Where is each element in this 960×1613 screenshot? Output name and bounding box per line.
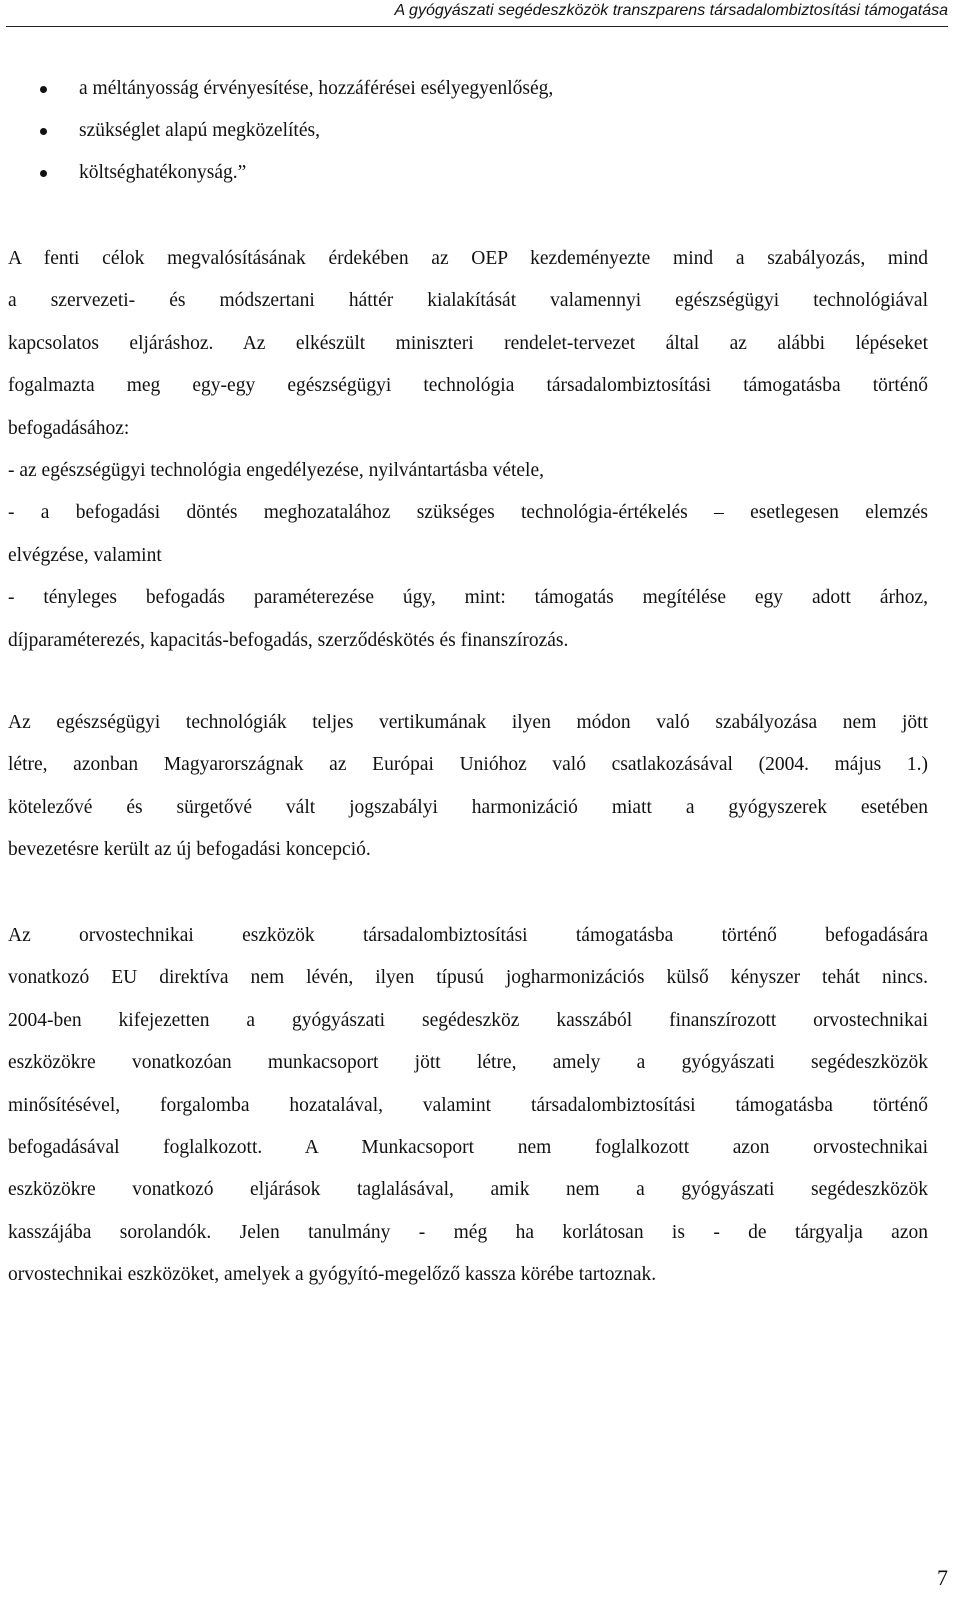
text-line: Az egészségügyi technológiák teljes vertikumának ilyen módon való szabályozása nem jött bbox=[8, 712, 928, 733]
text-line: vonatkozó EU direktíva nem lévén, ilyen típusú jogharmonizációs külső kényszer tehát nincs. bbox=[8, 967, 928, 989]
page-number: 7 bbox=[937, 1565, 948, 1590]
text-line: létre, azonban Magyarországnak az Európai Unióhoz való csatlakozásával (2004. május 1.) bbox=[8, 754, 928, 776]
text-line: kötelezővé és sürgetővé vált jogszabályi harmonizáció miatt a gyógyszerek esetében bbox=[8, 796, 928, 818]
text-line: Az orvostechnikai eszközök társadalombiztosítási támogatásba történő befogadására bbox=[8, 925, 928, 946]
list-item bbox=[0, 74, 553, 116]
text-line: befogadásához: bbox=[8, 417, 130, 439]
text-line: fogalmazta meg egy-egy egészségügyi technológia társadalombiztosítási támogatásba történő bbox=[8, 375, 928, 397]
text-line: 2004-ben kifejezetten a gyógyászati segédeszköz kasszából finanszírozott orvostechnikai bbox=[8, 1009, 928, 1031]
text-line: a szervezeti- és módszertani háttér kialakítását valamennyi egészségügyi technológiával bbox=[8, 290, 928, 312]
text-line: bevezetésre került az új befogadási koncepció. bbox=[8, 839, 371, 861]
paragraph-eu-harmonization bbox=[8, 702, 928, 872]
text-line: minősítésével, forgalomba hozatalával, valamint társadalombiztosítási támogatásba történő bbox=[8, 1094, 928, 1116]
text-line: orvostechnikai eszközöket, amelyek a gyógyító-megelőző kassza körébe tartoznak. bbox=[8, 1264, 657, 1286]
text-line: A fenti célok megvalósításának érdekében az OEP kezdeményezte mind a szabályozás, mind bbox=[8, 248, 928, 269]
text-line: elvégzése, valamint bbox=[8, 544, 162, 566]
text-line: - a befogadási döntés meghozatalához szükséges technológia-értékelés – esetlegesen elemzés bbox=[8, 502, 928, 524]
list-item-text: költséghatékonyság.” bbox=[79, 162, 247, 183]
running-header-title: A gyógyászati segédeszközök transzparens társadalombiztosítási támogatása bbox=[394, 2, 948, 19]
list-item-text: a méltányosság érvényesítése, hozzáférései esélyegyenlőség, bbox=[79, 78, 554, 99]
text-line: - az egészségügyi technológia engedélyezése, nyilvántartásba vétele, bbox=[8, 459, 545, 481]
text-line: - tényleges befogadás paraméterezése úgy, mint: támogatás megítélése egy adott árhoz, bbox=[8, 587, 928, 609]
text-line: kasszájába sorolandók. Jelen tanulmány - még ha korlátosan is - de tárgyalja azon bbox=[8, 1221, 928, 1243]
header-divider bbox=[6, 26, 948, 27]
text-line: eszközökre vonatkozóan munkacsoport jött létre, amely a gyógyászati segédeszközök bbox=[8, 1052, 928, 1074]
bullet-icon bbox=[40, 128, 47, 135]
bullet-icon bbox=[40, 86, 47, 93]
list-item-text: szükséglet alapú megközelítés, bbox=[79, 120, 320, 141]
text-line: befogadásával foglalkozott. A Munkacsoport nem foglalkozott azon orvostechnikai bbox=[8, 1136, 928, 1158]
text-line: eszközökre vonatkozó eljárások taglalásával, amik nem a gyógyászati segédeszközök bbox=[8, 1179, 928, 1201]
paragraph-regulation-steps bbox=[8, 238, 928, 662]
text-line: kapcsolatos eljáráshoz. Az elkészült miniszteri rendelet-tervezet által az alábbi lépéseket bbox=[8, 332, 928, 354]
list-item bbox=[0, 116, 553, 158]
text-line: díjparaméterezés, kapacitás-befogadás, szerződéskötés és finanszírozás. bbox=[8, 629, 569, 651]
bullet-icon bbox=[40, 170, 47, 177]
list-item bbox=[0, 158, 553, 200]
bullet-list bbox=[0, 74, 553, 200]
paragraph-medical-devices bbox=[8, 915, 928, 1297]
